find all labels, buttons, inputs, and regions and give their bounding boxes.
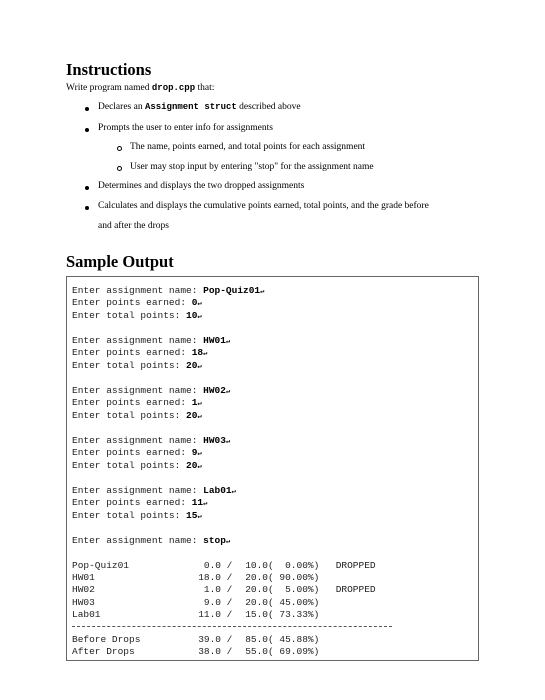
- bullet-item-4-continued: and after the drops: [98, 221, 169, 231]
- enter-icon: ↵: [225, 337, 231, 346]
- row-slash: /: [226, 572, 233, 584]
- user-input: 10: [186, 309, 198, 321]
- row-earned: 11.0: [198, 608, 221, 620]
- bullet-item-2: Prompts the user to enter info for assignments: [98, 123, 273, 133]
- enter-icon: ↵: [197, 312, 202, 321]
- open-paren: (: [268, 584, 274, 596]
- row-slash: /: [226, 596, 233, 608]
- row-percent: [268, 609, 330, 621]
- prompt-text: Enter total points:: [72, 509, 187, 521]
- entry-total-line: [72, 410, 478, 422]
- row-earned: 0.0: [203, 560, 221, 572]
- pct-value: 45.88%): [273, 634, 320, 646]
- entry-earned-line: [72, 447, 478, 459]
- enter-icon: ↵: [197, 512, 202, 521]
- row-percent: [268, 597, 330, 609]
- sub-bullet-circle: [117, 166, 122, 171]
- prompt-text: Enter points earned:: [72, 297, 192, 309]
- user-input: HW02: [203, 384, 226, 396]
- pct-value: 5.00%): [273, 584, 320, 596]
- pct-value: 90.00%): [273, 572, 320, 584]
- entry-total-line: [72, 510, 478, 522]
- row-percent: [268, 572, 330, 584]
- entry-earned-line: [72, 497, 478, 509]
- row-earned: 38.0: [198, 646, 221, 658]
- row-total: 85.0: [245, 634, 268, 646]
- row-earned: 18.0: [198, 572, 221, 584]
- user-input: 9: [191, 447, 198, 459]
- user-input: 20: [186, 359, 198, 371]
- report-row: [72, 609, 478, 621]
- user-input: HW01: [203, 334, 226, 346]
- entry-name-line: [72, 385, 478, 397]
- summary-row: [72, 634, 478, 646]
- prompt-text: Enter assignment name:: [72, 484, 204, 496]
- enter-icon: ↵: [197, 462, 202, 471]
- entry-total-line: [72, 310, 478, 322]
- row-name: Before Drops: [72, 634, 141, 646]
- entry-total-line: [72, 460, 478, 472]
- open-paren: (: [268, 596, 274, 608]
- enter-icon: ↵: [225, 437, 231, 446]
- enter-icon: ↵: [197, 450, 202, 459]
- sub-bullet-circle: [117, 146, 122, 151]
- pct-value: 69.09%): [273, 646, 320, 658]
- row-earned: 1.0: [203, 584, 221, 596]
- report-row: [72, 584, 478, 596]
- bullet-dot: [85, 186, 89, 190]
- prompt-text: Enter assignment name:: [72, 334, 204, 346]
- enter-icon: ↵: [225, 537, 231, 546]
- bullet-1-prefix: Declares an: [98, 102, 145, 112]
- prompt-text: Enter assignment name:: [72, 285, 204, 296]
- entry-name-line: [72, 335, 478, 347]
- row-percent: [268, 646, 330, 658]
- row-total: 20.0: [245, 572, 268, 584]
- intro-line: [66, 82, 214, 95]
- row-slash: /: [226, 560, 233, 572]
- user-input: 11: [191, 497, 204, 509]
- prompt-text: Enter total points:: [72, 459, 187, 471]
- summary-table: [72, 634, 478, 658]
- row-name: HW01: [72, 572, 95, 584]
- bullet-dot: [85, 206, 89, 210]
- enter-icon: ↵: [231, 487, 236, 496]
- user-input: 15: [186, 509, 198, 521]
- prompt-name: Enter assignment name:: [72, 534, 204, 546]
- row-percent: [268, 560, 330, 572]
- enter-icon: ↵: [197, 400, 202, 409]
- enter-icon: ↵: [203, 350, 208, 359]
- entry-name-line: [72, 485, 478, 497]
- open-paren: (: [268, 634, 274, 646]
- row-percent: [268, 584, 330, 596]
- row-total: 20.0: [245, 596, 268, 608]
- row-earned: 39.0: [198, 634, 221, 646]
- entries-block: [72, 285, 478, 535]
- entry-earned-line: [72, 297, 478, 309]
- row-slash: /: [226, 646, 233, 658]
- entry-name-line: [72, 435, 478, 447]
- summary-row: [72, 646, 478, 658]
- intro-code: drop.cpp: [151, 83, 196, 93]
- row-slash: /: [226, 584, 233, 596]
- enter-icon: ↵: [197, 412, 202, 421]
- report-row: [72, 560, 478, 572]
- prompt-text: Enter points earned:: [72, 497, 192, 509]
- row-total: 10.0: [245, 560, 268, 572]
- row-total: 55.0: [245, 646, 268, 658]
- sub-bullet-item-2: User may stop input by entering "stop" for the assignment name: [130, 162, 374, 172]
- sub-bullet-item-1: The name, points earned, and total points for each assignment: [130, 142, 366, 152]
- prompt-text: Enter assignment name:: [72, 384, 204, 396]
- stop-prompt-line: [72, 535, 478, 547]
- bullet-dot: [85, 128, 89, 132]
- sample-output-console: [66, 276, 479, 661]
- row-name: HW02: [72, 584, 95, 596]
- open-paren: (: [268, 646, 274, 658]
- dropped-tag: DROPPED: [330, 584, 376, 596]
- user-input: 20: [186, 459, 198, 471]
- bullet-item-3: Determines and displays the two dropped assignments: [98, 181, 305, 191]
- user-input: HW03: [203, 434, 226, 446]
- entry-earned-line: [72, 347, 478, 359]
- open-paren: (: [268, 560, 274, 572]
- bullet-dot: [85, 107, 89, 111]
- entry-total-line: [72, 360, 478, 372]
- user-input: 1: [191, 397, 198, 409]
- enter-icon: ↵: [203, 500, 208, 509]
- enter-icon: ↵: [197, 300, 202, 309]
- row-name: HW03: [72, 596, 95, 608]
- dropped-tag: DROPPED: [330, 560, 376, 572]
- row-total: 20.0: [245, 584, 268, 596]
- row-percent: [268, 634, 330, 646]
- open-paren: (: [268, 572, 274, 584]
- prompt-text: Enter total points:: [72, 359, 187, 371]
- report-table: [72, 560, 478, 621]
- enter-icon: ↵: [260, 288, 265, 296]
- user-input: Pop-Quiz01: [203, 285, 261, 296]
- intro-prefix: Write program named: [66, 83, 152, 93]
- open-paren: (: [268, 608, 274, 620]
- enter-icon: ↵: [225, 387, 231, 396]
- row-earned: 9.0: [203, 596, 221, 608]
- row-name: Lab01: [72, 608, 101, 620]
- prompt-text: Enter assignment name:: [72, 434, 204, 446]
- user-input: 20: [186, 409, 198, 421]
- entry-name-line: [72, 285, 478, 297]
- pct-value: 73.33%): [273, 608, 320, 620]
- pct-value: 45.00%): [273, 596, 320, 608]
- row-name: After Drops: [72, 646, 135, 658]
- prompt-text: Enter points earned:: [72, 397, 192, 409]
- prompt-text: Enter points earned:: [72, 447, 192, 459]
- enter-icon: ↵: [197, 362, 202, 371]
- prompt-text: Enter total points:: [72, 409, 187, 421]
- row-name: Pop-Quiz01: [72, 560, 130, 572]
- intro-suffix: that:: [195, 83, 215, 93]
- row-slash: /: [226, 634, 233, 646]
- prompt-text: Enter total points:: [72, 309, 187, 321]
- sample-output-heading: Sample Output: [66, 252, 174, 271]
- user-input: 0: [191, 297, 198, 309]
- bullet-item-4: Calculates and displays the cumulative points earned, total points, and the grade before: [98, 201, 429, 211]
- user-input: Lab01: [203, 484, 232, 496]
- stop-input: stop: [203, 534, 226, 546]
- bullet-1-suffix: described above: [236, 102, 301, 112]
- bullet-1-code: Assignment struct: [144, 102, 237, 112]
- prompt-text: Enter points earned:: [72, 347, 192, 359]
- report-row: [72, 572, 478, 584]
- instructions-heading: Instructions: [66, 60, 152, 79]
- row-slash: /: [226, 608, 233, 620]
- pct-value: 0.00%): [273, 560, 320, 572]
- entry-earned-line: [72, 397, 478, 409]
- row-total: 15.0: [245, 608, 268, 620]
- user-input: 18: [191, 347, 204, 359]
- report-row: [72, 597, 478, 609]
- bullet-item-1: [98, 101, 301, 114]
